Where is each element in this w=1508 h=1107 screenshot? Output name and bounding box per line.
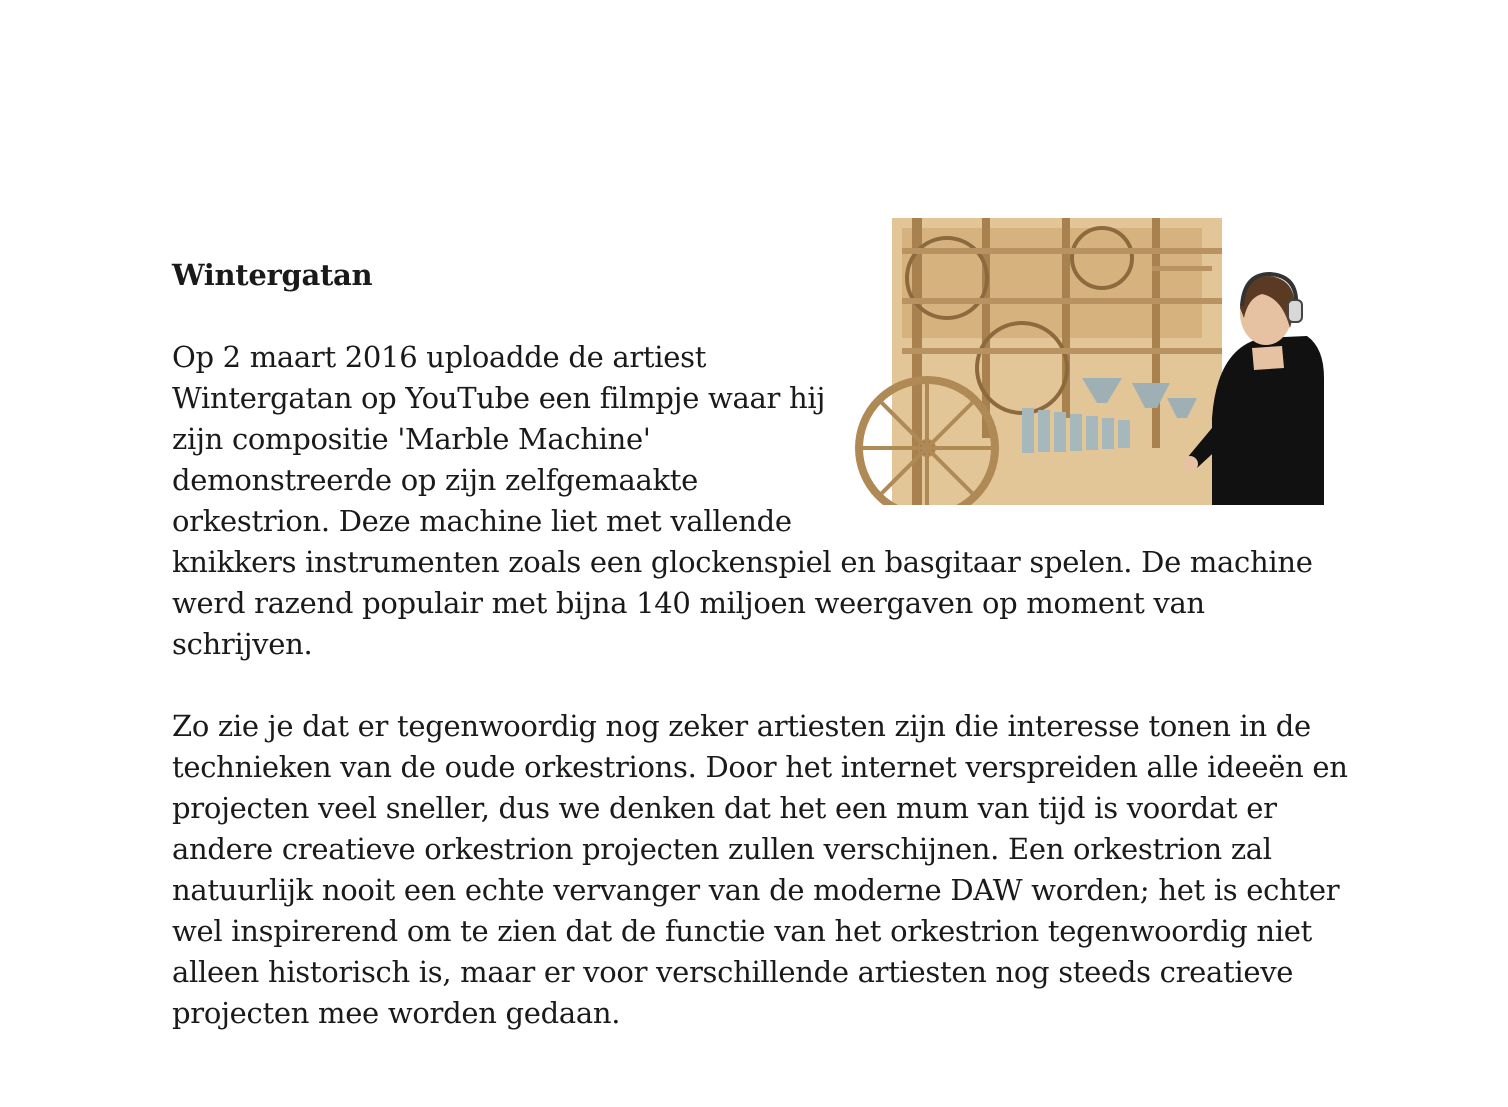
section-title: Wintergatan (172, 258, 373, 292)
document-text (172, 214, 1352, 1034)
paragraph-spacer (172, 665, 1352, 706)
paragraph-conclusion: Zo zie je dat er tegenwoordig nog zeker artiesten zijn die interesse tonen in de technieken van de oude orkestrions. Door het internet verspreiden alle ideeën en projecten veel sneller, dus we denken dat het een mum van tijd is voordat er andere creatieve orkestrion projecten zullen verschijnen. Een orkestrion zal natuurlijk nooit een echte vervanger van de moderne DAW worden; het is echter wel inspirerend om te zien dat de functie van het orkestrion tegenwoordig niet alleen historisch is, maar er voor verschillende artiesten nog steeds creatieve projecten mee worden gedaan. (172, 709, 1348, 1030)
marble-machine-photo (852, 218, 1324, 505)
paragraph-intro: Op 2 maart 2016 uploadde de artiest Wintergatan op YouTube een filmpje waar hij zijn compositie 'Marble Machine' demonstreerde op zijn zelfgemaakte orkestrion. Deze machine liet met vallende knikkers instrumenten zoals een glockenspiel en basgitaar spelen. De machine werd razend populair met bijna 140 miljoen weergaven op moment van schrijven. (172, 340, 1313, 661)
